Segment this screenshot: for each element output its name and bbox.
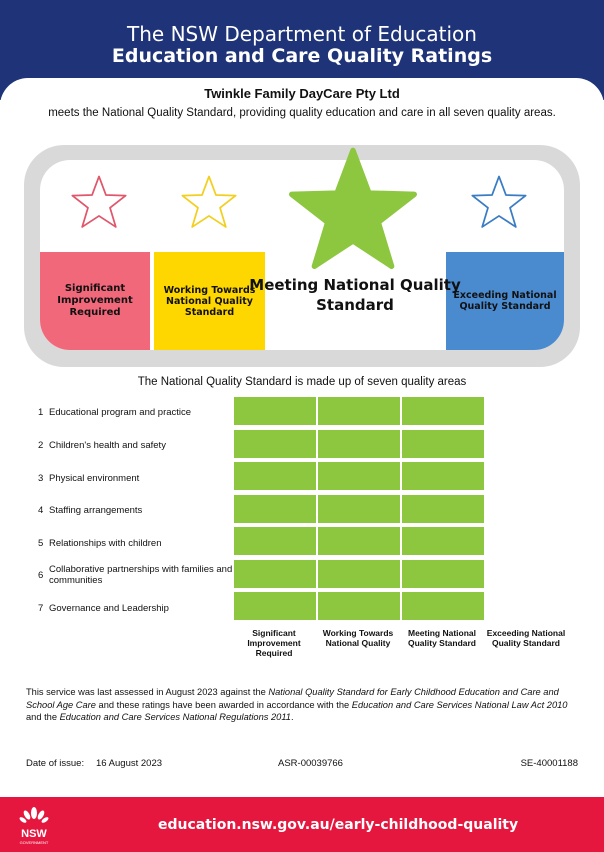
footer-url-link[interactable]: education.nsw.gov.au/early-childhood-quality <box>158 817 519 833</box>
quality-area-level-cell <box>318 592 400 620</box>
department-title: The NSW Department of Education <box>127 22 477 46</box>
quality-area-row: 4 Staffing arrangements <box>38 504 143 516</box>
quality-area-level-cell <box>234 592 316 620</box>
nsw-waratah-logo <box>14 803 54 847</box>
quality-area-level-cell <box>234 495 316 523</box>
star-outline-yellow-icon <box>180 174 238 230</box>
quality-area-row: 5 Relationships with children <box>38 537 162 549</box>
star-outline-red-icon <box>70 174 128 230</box>
quality-area-level-cell <box>402 592 484 620</box>
column-label-working-towards: Working Towards National Quality <box>322 628 394 648</box>
column-label-significant: Significant Improvement Required <box>247 628 301 658</box>
star-filled-green-icon <box>283 145 423 273</box>
issue-details <box>26 758 578 772</box>
quality-area-level-cell <box>318 462 400 490</box>
quality-area-level-cell <box>402 430 484 458</box>
quality-area-row: 1 Educational program and practice <box>38 406 192 418</box>
quality-area-level-cell <box>318 430 400 458</box>
nsw-logo-text: NSW <box>21 828 47 840</box>
quality-area-row: 2 Children's health and safety <box>38 439 166 451</box>
rating-significant: Significant Improvement Required <box>40 252 150 350</box>
service-name: Twinkle Family DayCare Pty Ltd <box>204 86 400 101</box>
se-number: SE-40001188 <box>520 758 578 769</box>
star-outline-blue-icon <box>470 174 528 230</box>
quality-area-level-cell <box>234 462 316 490</box>
quality-area-level-cell <box>234 527 316 555</box>
quality-area-row: 6 Collaborative partnerships with families and communities <box>38 564 233 586</box>
asr-number: ASR-00039766 <box>278 758 343 769</box>
date-of-issue-value: 16 August 2023 <box>96 758 163 769</box>
date-of-issue-label: Date of issue: <box>26 758 85 769</box>
quality-area-row: 7 Governance and Leadership <box>38 602 169 614</box>
quality-area-level-cell <box>318 397 400 425</box>
nsw-logo-subtext: GOVERNMENT <box>19 840 49 845</box>
quality-area-level-cell <box>402 560 484 588</box>
quality-area-row: 3 Physical environment <box>38 472 140 484</box>
ratings-title: Education and Care Quality Ratings <box>111 45 493 67</box>
quality-area-level-cell <box>318 495 400 523</box>
column-label-exceeding: Exceeding National Quality Standard <box>486 628 566 648</box>
quality-area-level-cell <box>318 527 400 555</box>
quality-area-level-cell <box>402 527 484 555</box>
quality-area-level-cell <box>234 430 316 458</box>
quality-area-level-cell <box>318 560 400 588</box>
quality-area-level-cell <box>234 560 316 588</box>
footer-bar <box>0 797 604 852</box>
quality-areas-title: The National Quality Standard is made up of seven quality areas <box>137 376 467 388</box>
current-rating-label: Meeting National Quality Standard <box>249 276 461 314</box>
quality-area-level-cell <box>234 397 316 425</box>
quality-area-level-cell <box>402 462 484 490</box>
column-label-meeting: Meeting National Quality Standard <box>407 628 476 648</box>
rating-exceeding: Exceeding National Quality Standard <box>446 252 564 350</box>
quality-area-level-cell <box>402 495 484 523</box>
assessment-footnote: This service was last assessed in August 2023 against the National Quality Standard for Early Childhood Education and Care and School Age Care and these ratings have been awarded in accordance with the Education and Care Services National Law Act 2010 and the Education and Care Services National Regulations 2011. <box>26 687 568 722</box>
quality-area-level-cell <box>402 397 484 425</box>
service-description: meets the National Quality Standard, providing quality education and care in all seven quality areas. <box>48 107 556 119</box>
rating-working-towards: Working Towards National Quality Standard <box>154 252 265 350</box>
